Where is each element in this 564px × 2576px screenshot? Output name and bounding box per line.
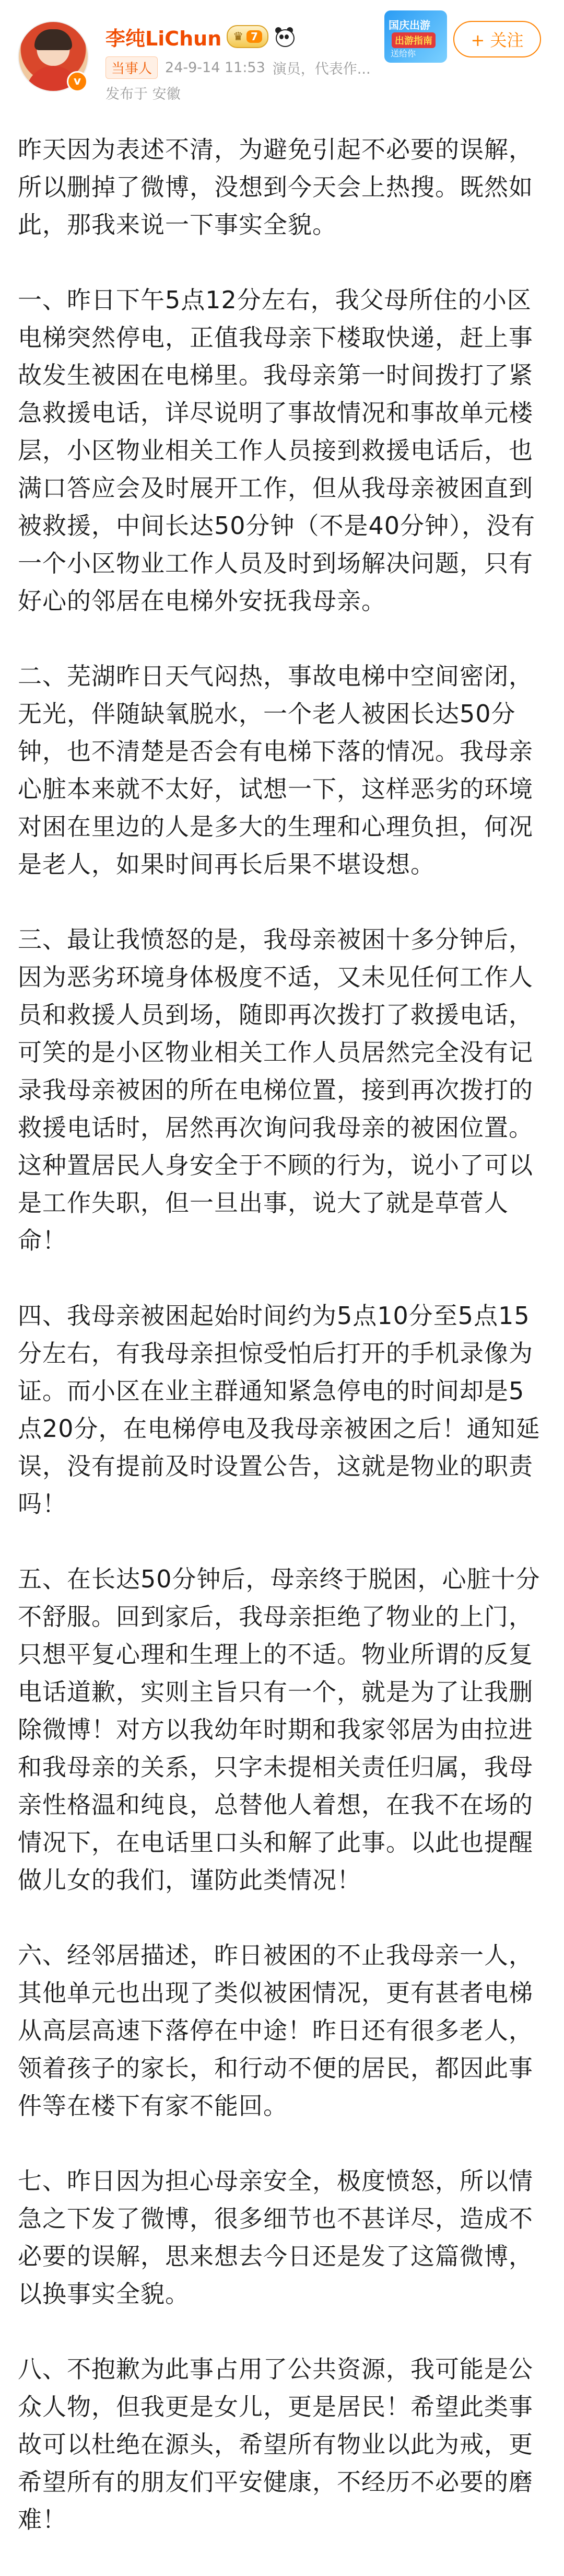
- paragraph-intro: 昨天因为表述不清，为避免引起不必要的误解，所以删掉了微博，没想到今天会上热搜。既然如此，那我来说一下事实全貌。: [18, 135, 533, 239]
- name-row: [105, 21, 295, 52]
- paragraph-1: 一、昨日下午5点12分左右，我父母所住的小区电梯突然停电，正值我母亲下楼取快递，赶上事故发生被困在电梯里。我母亲第一时间拨打了紧急救援电话，详尽说明了事故情况和事故单元楼层，小区物业相关工作人员接到救援电话后，也满口答应会及时展开工作，但从我母亲被困直到被救援，中间长达50分钟（不是40分钟），没有一个小区物业工作人员及时到场解决问题，只有好心的邻居在电梯外安抚我母亲。: [18, 286, 536, 615]
- promo-badge[interactable]: [384, 10, 447, 63]
- crown-icon: ♛: [233, 30, 244, 43]
- paragraph-4: 四、我母亲被困起始时间约为5点10分至5点15分左右，有我母亲担惊受怕后打开的手机录像为证。而小区在业主群通知紧急停电的时间却是5点20分，在电梯停电及我母亲被困之后！通知延误，没有提前及时设置公告，这就是物业的职责吗！: [18, 1302, 540, 1518]
- post-header: [0, 0, 564, 128]
- member-crown-badge[interactable]: [227, 25, 268, 48]
- panda-icon: [274, 26, 295, 47]
- paragraph-5: 五、在长达50分钟后，母亲终于脱困，心脏十分不舒服。回到家后，我母亲拒绝了物业的上门，只想平复心理和生理上的不适。物业所谓的反复电话道歉，实则主旨只有一个，就是为了让我删除微博！对方以我幼年时期和我家邻居为由拉进和我母亲的关系，只字未提相关责任归属，我母亲性格温和纯良，总替他人着想，在我不在场的情况下，在电话里口头和解了此事。以此也提醒做儿女的我们，谨防此类情况！: [18, 1565, 540, 1894]
- promo-text-2: 出游指南: [392, 32, 436, 48]
- paragraph-2: 二、芜湖昨日天气闷热，事故电梯中空间密闭，无光，伴随缺氧脱水，一个老人被困长达50分钟，也不清楚是否会有电梯下落的情况。我母亲心脏本来就不太好，试想一下，这样恶劣的环境对困在里边的人是多大的生理和心理负担，何况是老人，如果时间再长后果不堪设想。: [18, 662, 533, 878]
- verified-icon: v: [67, 71, 88, 92]
- author-bio: 演员，代表作...: [272, 61, 371, 77]
- follow-button[interactable]: + 关注: [453, 21, 541, 57]
- paragraph-8: 八、不抱歉为此事占用了公共资源，我可能是公众人物，但我更是女儿，更是居民！希望此类事故可以杜绝在源头，希望所有物业以此为戒，更希望所有的朋友们平安健康，不经历不必要的磨难！: [18, 2355, 533, 2534]
- promo-text-1: 国庆出游: [389, 19, 430, 31]
- post-location: 发布于 安徽: [105, 86, 181, 102]
- post-body: [18, 131, 546, 2576]
- paragraph-3: 三、最让我愤怒的是，我母亲被困十多分钟后，因为恶劣环境身体极度不适，又未见任何工作人员和救援人员到场，随即再次拨打了救援电话，可笑的是小区物业相关工作人员居然完全没有记录我母亲被困的所在电梯位置，接到再次拨打的救援电话时，居然再次询问我母亲的被困位置。这种置居民人身安全于不顾的行为，说小了可以是工作失职，但一旦出事，说大了就是草菅人命！: [18, 925, 533, 1255]
- role-tag: 当事人: [105, 56, 158, 79]
- badge-level: 7: [246, 30, 262, 43]
- promo-text-3: 送给你: [391, 49, 416, 59]
- author-name[interactable]: 李纯LiChun: [105, 27, 222, 50]
- meta-row: [105, 56, 371, 79]
- paragraph-6: 六、经邻居描述，昨日被困的不止我母亲一人，其他单元也出现了类似被困情况，更有甚者电梯从高层高速下落停在中途！昨日还有很多老人，领着孩子的家长，和行动不便的居民，都因此事件等在楼下有家不能回。: [18, 1941, 533, 2120]
- post-date: 24-9-14 11:53: [165, 60, 265, 76]
- avatar-hair: [34, 29, 72, 50]
- paragraph-7: 七、昨日因为担心母亲安全，极度愤怒，所以情急之下发了微博，很多细节也不甚详尽，造成不必要的误解，思来想去今日还是发了这篇微博，以换事实全貌。: [18, 2167, 533, 2308]
